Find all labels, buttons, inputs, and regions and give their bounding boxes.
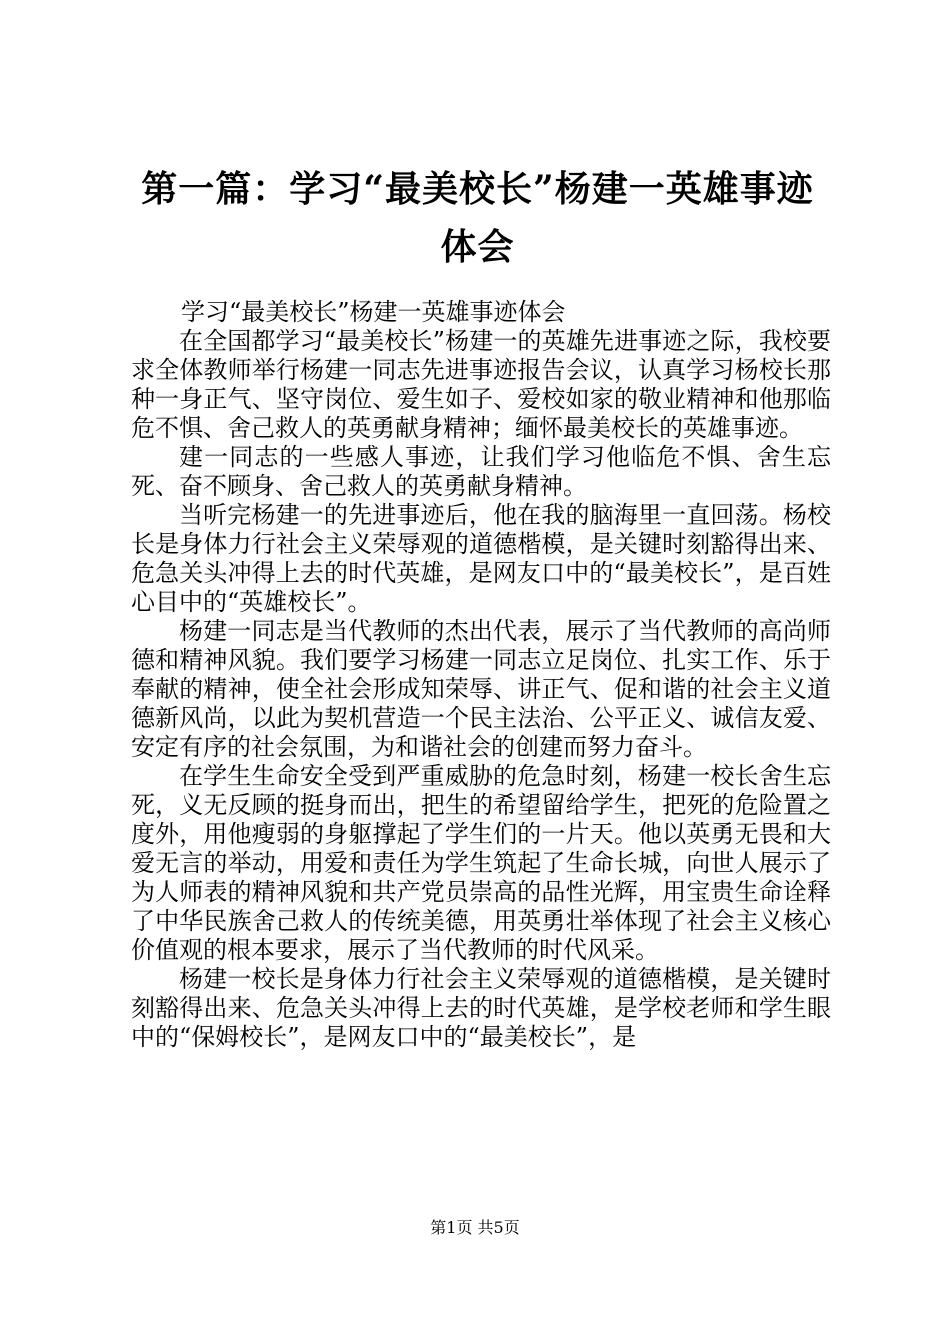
- document-body: [131, 298, 831, 1052]
- paragraph: 杨建一校长是身体力行社会主义荣辱观的道德楷模，是关键时刻豁得出来、危急关头冲得上去的时代英雄，是学校老师和学生眼中的“保姆校长”，是网友口中的“最美校长”，是: [131, 965, 831, 1051]
- paragraph: 杨建一同志是当代教师的杰出代表，展示了当代教师的高尚师德和精神风貌。我们要学习杨建一同志立足岗位、扎实工作、乐于奉献的精神，使全社会形成知荣辱、讲正气、促和谐的社会主义道德新风尚，以此为契机营造一个民主法治、公平正义、诚信友爱、安定有序的社会氛围，为和谐社会的创建而努力奋斗。: [131, 617, 831, 761]
- page-footer: 第1页 共5页: [430, 1218, 520, 1237]
- paragraph: 当听完杨建一的先进事迹后，他在我的脑海里一直回荡。杨校长是身体力行社会主义荣辱观的道德楷模，是关键时刻豁得出来、危急关头冲得上去的时代英雄，是网友口中的“最美校长”，是百姓心目中的“英雄校长”。: [131, 501, 831, 616]
- paragraph: 建一同志的一些感人事迹，让我们学习他临危不惧、舍生忘死、奋不顾身、舍己救人的英勇献身精神。: [131, 443, 831, 500]
- document-subtitle: 学习“最美校长”杨建一英雄事迹体会: [181, 298, 566, 326]
- paragraph: 在全国都学习“最美校长”杨建一的英雄先进事迹之际，我校要求全体教师举行杨建一同志先进事迹报告会议，认真学习杨校长那种一身正气、坚守岗位、爱生如子、爱校如家的敬业精神和他那临危不惧、舍己救人的英勇献身精神；缅怀最美校长的英雄事迹。: [131, 327, 831, 442]
- paragraph: 在学生生命安全受到严重威胁的危急时刻，杨建一校长舍生忘死，义无反顾的挺身而出，把生的希望留给学生，把死的危险置之度外，用他瘦弱的身躯撑起了学生们的一片天。他以英勇无畏和大爱无言的举动，用爱和责任为学生筑起了生命长城，向世人展示了为人师表的精神风貌和共产党员崇高的品性光辉，用宝贵生命诠释了中华民族舍己救人的传统美德，用英勇壮举体现了社会主义核心价值观的根本要求，展示了当代教师的时代风采。: [131, 762, 831, 964]
- document-title: 第一篇：学习“最美校长”杨建一英雄事迹体会: [141, 168, 814, 268]
